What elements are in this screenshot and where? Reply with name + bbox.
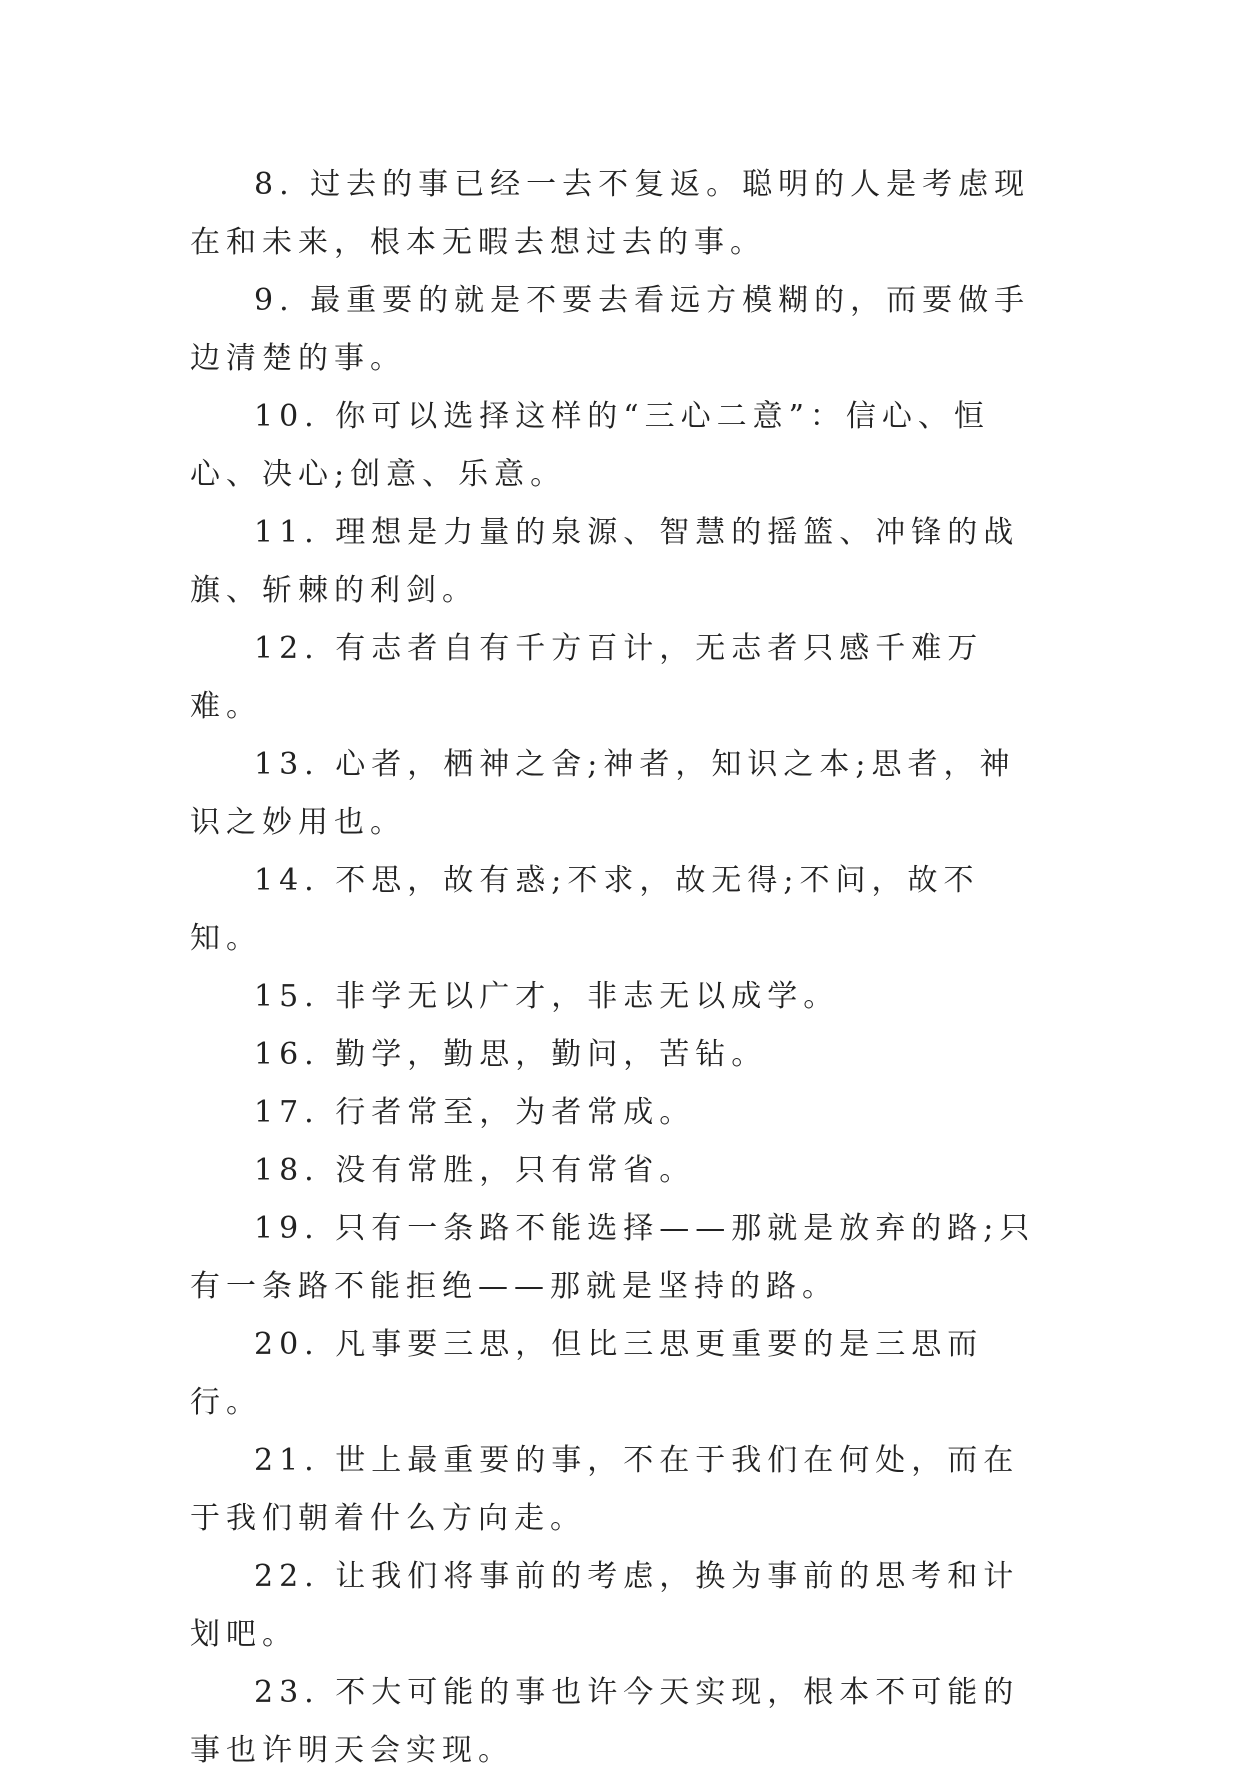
quote-paragraph-9: 9. 最重要的就是不要去看远方模糊的，而要做手边清楚的事。 [190,283,1031,376]
quote-paragraph-14: 14. 不思，故有惑;不求，故无得;不问，故不知。 [190,863,980,956]
quote-paragraph-8: 8. 过去的事已经一去不复返。聪明的人是考虑现在和未来，根本无暇去想过去的事。 [190,167,1031,260]
quote-paragraph-20: 20. 凡事要三思，但比三思更重要的是三思而行。 [190,1327,984,1420]
quote-paragraph-23: 23. 不大可能的事也许今天实现，根本不可能的事也许明天会实现。 [190,1675,1020,1768]
quote-paragraph-15: 15. 非学无以广才，非志无以成学。 [254,979,840,1014]
quote-paragraph-10: 10. 你可以选择这样的“三心二意”：信心、恒心、决心;创意、乐意。 [190,399,990,492]
quote-paragraph-12: 12. 有志者自有千方百计，无志者只感千难万难。 [190,631,984,724]
quote-paragraph-16: 16. 勤学，勤思，勤问，苦钻。 [254,1037,768,1072]
quote-paragraph-13: 13. 心者，栖神之舍;神者，知识之本;思者，神识之妙用也。 [190,747,1016,840]
quote-paragraph-17: 17. 行者常至，为者常成。 [254,1095,696,1130]
quote-paragraph-21: 21. 世上最重要的事，不在于我们在何处，而在于我们朝着什么方向走。 [190,1443,1020,1536]
quote-paragraph-18: 18. 没有常胜，只有常省。 [254,1153,696,1188]
quote-paragraph-22: 22. 让我们将事前的考虑，换为事前的思考和计划吧。 [190,1559,1020,1652]
document-body [190,156,1050,1780]
quote-paragraph-19: 19. 只有一条路不能选择——那就是放弃的路;只有一条路不能拒绝——那就是坚持的路。 [190,1211,1036,1304]
quote-paragraph-11: 11. 理想是力量的泉源、智慧的摇篮、冲锋的战旗、斩棘的利剑。 [190,515,1020,608]
